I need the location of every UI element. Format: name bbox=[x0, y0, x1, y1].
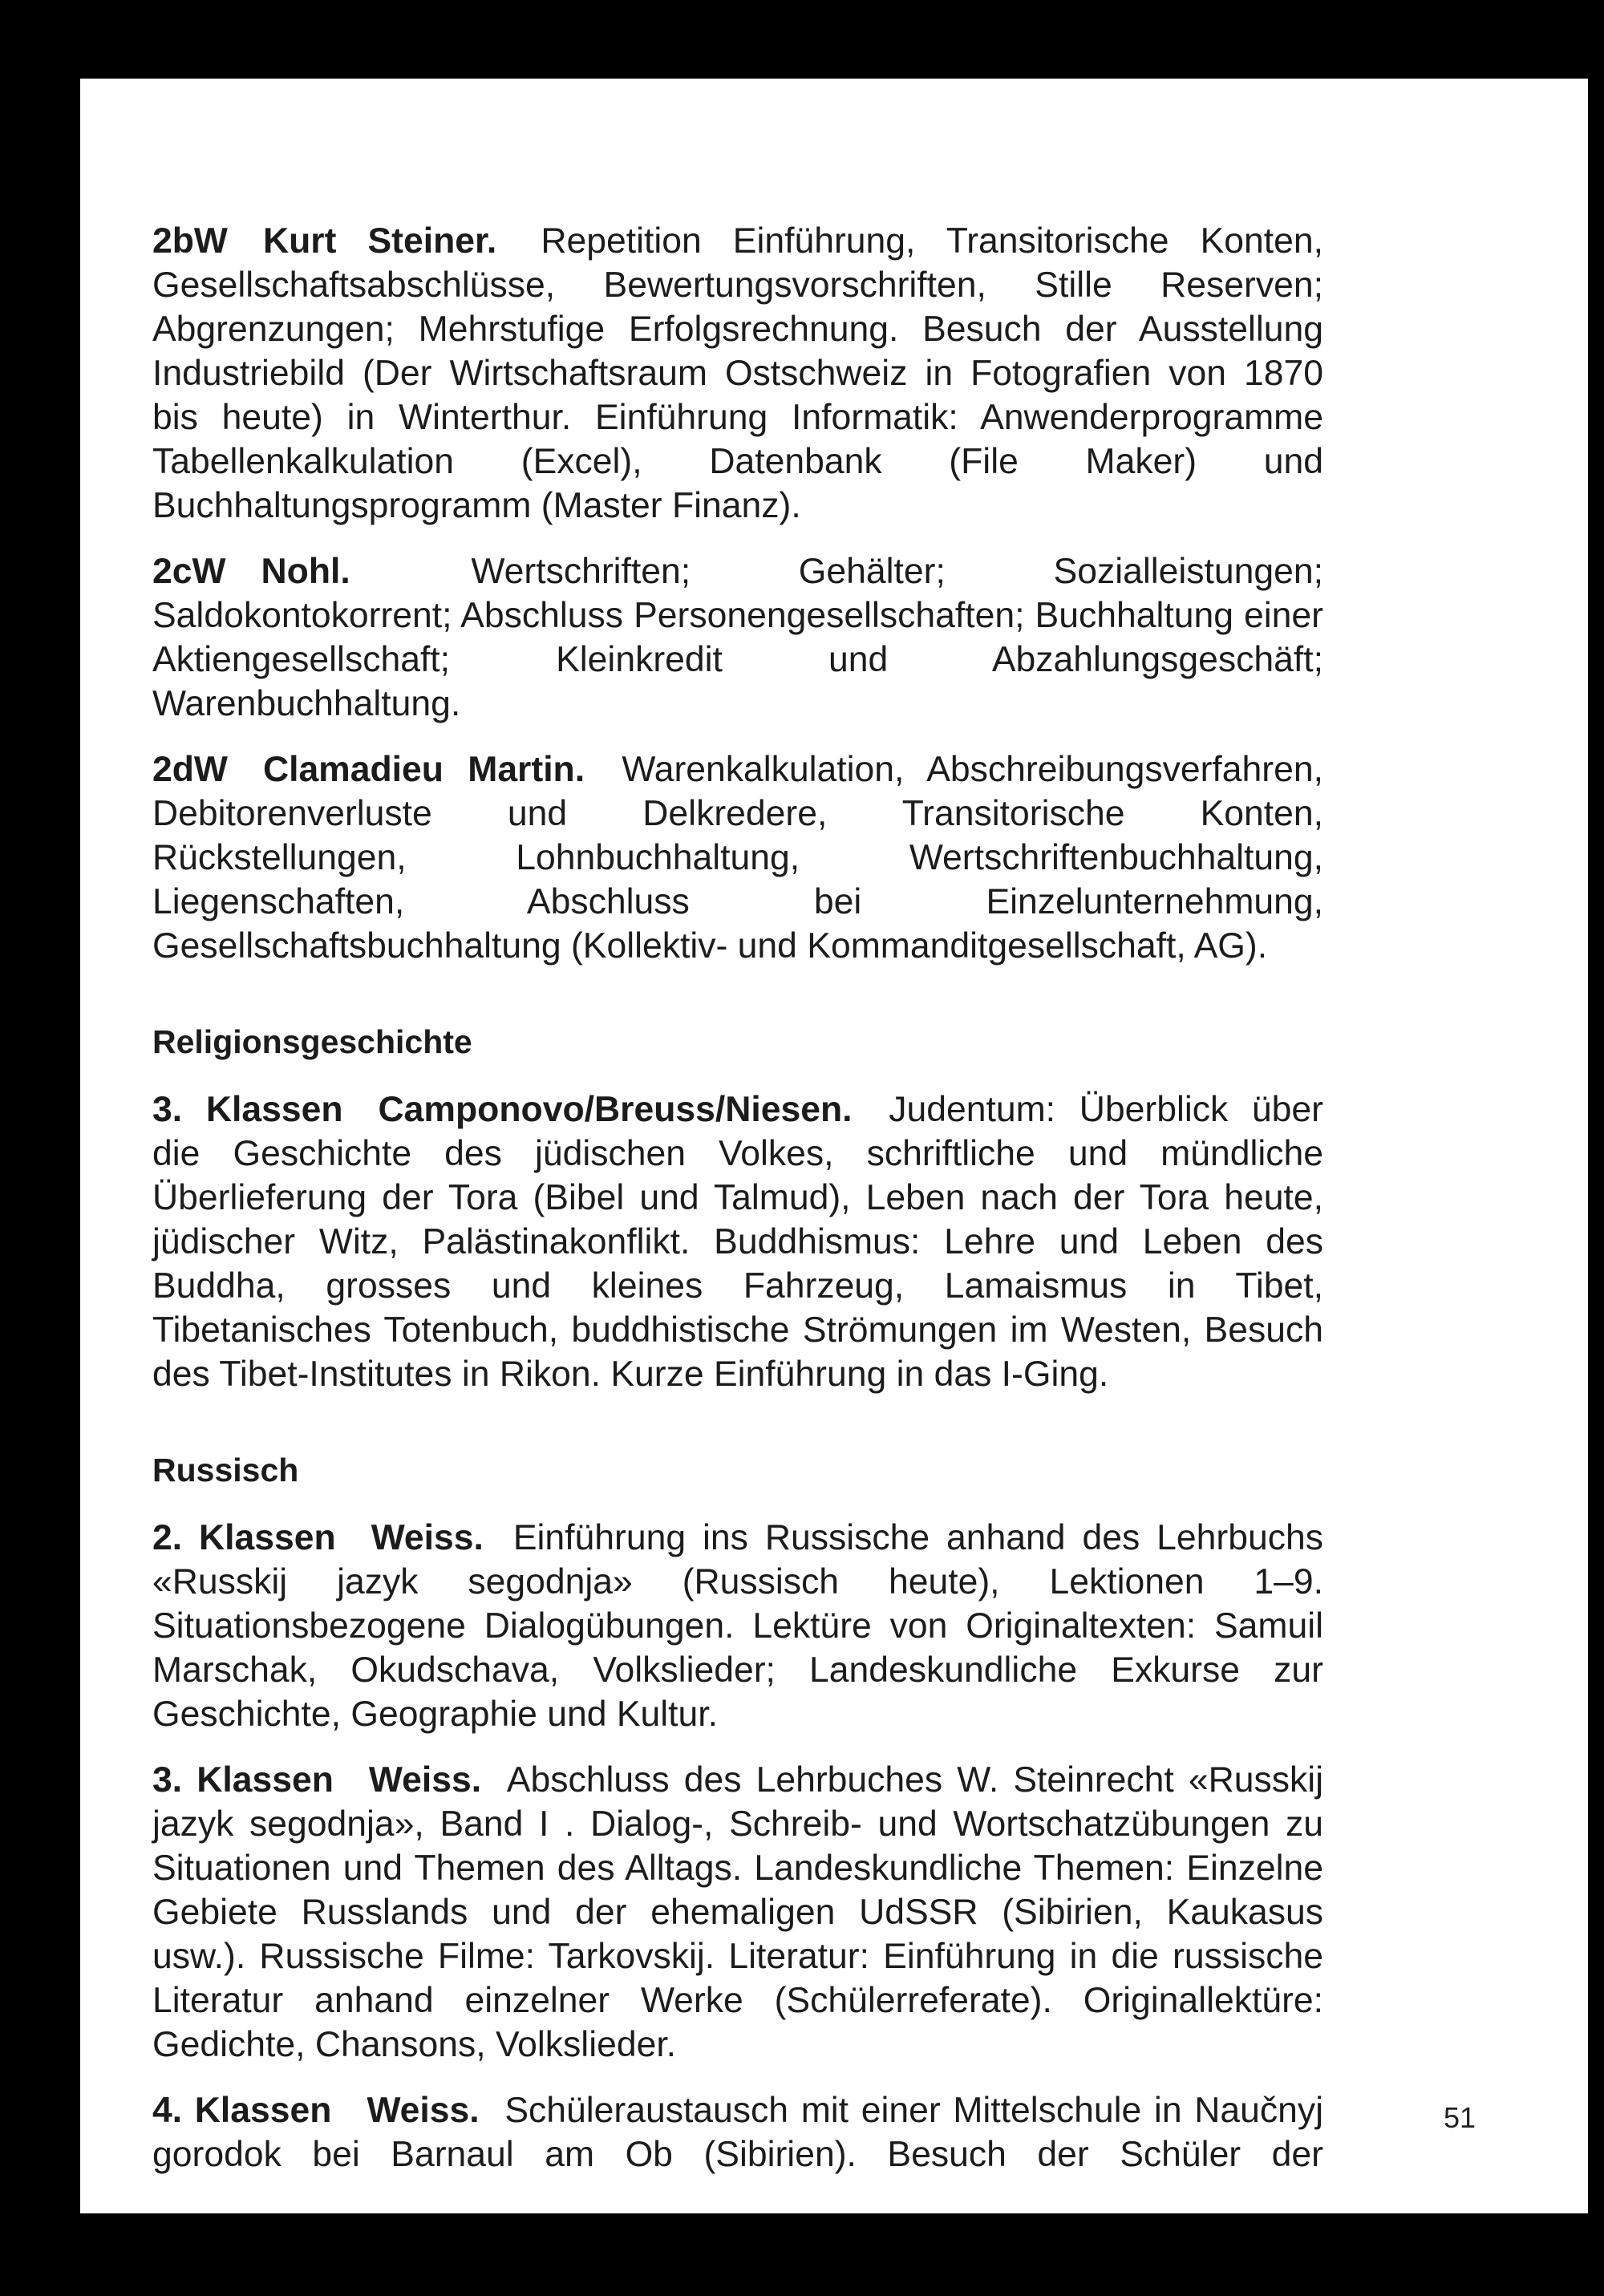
entry-class: 2. Klassen bbox=[152, 1518, 336, 1557]
entry-text: Warenkalkulation, Abschreibungsverfahren, Debitorenverluste und Delkredere, Transitorische Konten, Rückstellungen, Lohnbuchhaltung, Wertschriftenbuchhaltung, Liegenschaften, Abschluss bei Einzelunternehmung, Gesellschaftsbuchhaltung (Kollektiv- und Kommanditgesellschaft, AG). bbox=[152, 750, 1323, 966]
entry-text: Schüleraustausch mit einer Mittelschule in Naučnyj gorodok bei Barnaul am Ob (Sibirien). Besuch der Schüler der bbox=[152, 2091, 1324, 2174]
entry-teacher: Weiss. bbox=[368, 1760, 482, 1800]
entry-class: 4. Klassen bbox=[152, 2091, 332, 2130]
entry-text: Wertschriften; Gehälter; Sozialleistungen; Saldokontokorrent; Abschluss Personengesellschaften; Buchhaltung einer Aktiengesellschaft; Kleinkredit und Abzahlungsgeschäft; Warenbuchhaltung. bbox=[152, 552, 1323, 723]
entry-2bw bbox=[152, 219, 1323, 528]
entry-teacher: Weiss. bbox=[367, 2091, 480, 2130]
entry-2dw bbox=[152, 747, 1323, 968]
entry-text: Judentum: Überblick über die Geschichte des jüdischen Volkes, schriftliche und mündliche Überlieferung der Tora (Bibel und Talmud), Leben nach der Tora heute, jüdischer Witz, Palästinakonflikt. Buddhismus: Lehre und Leben des Buddha, grosses und kleines Fahrzeug, Lamaismus in Tibet, Tibetanisches Totenbuch, buddhistische Strömungen im Westen, Besuch des Tibet-Institutes in Rikon. Kurze Einführung in das I-Ging. bbox=[152, 1090, 1324, 1394]
entry-russisch-2-klassen bbox=[152, 1516, 1323, 1736]
entry-text: Repetition Einführung, Transitorische Konten, Gesellschaftsabschlüsse, Bewertungsvorschriften, Stille Reserven; Abgrenzungen; Mehrstufige Erfolgsrechnung. Besuch der Ausstellung Industriebild (Der Wirtschaftsraum Ostschweiz in Fotografien von 1870 bis heute) in Winterthur. Einführung Informatik: Anwenderprogramme Tabellenkalkulation (Excel), Datenbank (File Maker) und Buchhaltungsprogramm (Master Finanz). bbox=[152, 221, 1323, 525]
entry-class: 2cW bbox=[152, 552, 226, 591]
document-page bbox=[80, 79, 1588, 2213]
entry-russisch-3-klassen bbox=[152, 1758, 1323, 2067]
entry-text: Einführung ins Russische anhand des Lehrbuchs «Russkij jazyk segodnja» (Russisch heute), Lektionen 1–9. Situationsbezogene Dialogübungen. Lektüre von Originaltexten: Samuil Marschak, Okudschava, Volkslieder; Landeskundliche Exkurse zur Geschichte, Geographie und Kultur. bbox=[152, 1518, 1323, 1734]
entry-religion-3-klassen bbox=[152, 1087, 1323, 1396]
entry-class: 3. Klassen bbox=[152, 1760, 334, 1800]
entry-teacher: Nohl. bbox=[261, 552, 350, 591]
section-heading-religionsgeschichte: Religionsgeschichte bbox=[152, 1023, 472, 1060]
entry-2cw bbox=[152, 549, 1323, 726]
page-number: 51 bbox=[1443, 2101, 1476, 2134]
entry-russisch-4-klassen bbox=[152, 2088, 1323, 2177]
entry-teacher: Clamadieu Martin. bbox=[262, 750, 585, 789]
entry-teacher: Kurt Steiner. bbox=[262, 221, 497, 261]
entry-class: 2dW bbox=[152, 750, 228, 789]
entry-teacher: Camponovo/Breuss/Niesen. bbox=[378, 1090, 853, 1129]
page-content bbox=[152, 219, 1323, 2198]
entry-teacher: Weiss. bbox=[371, 1518, 484, 1557]
section-heading-russisch: Russisch bbox=[152, 1452, 299, 1488]
entry-class: 3. Klassen bbox=[152, 1090, 343, 1129]
entry-text: Abschluss des Lehrbuches W. Steinrecht «Russkij jazyk segodnja», Band I . Dialog-, Schreib- und Wortschatzübungen zu Situationen und Themen des Alltags. Landeskundliche Themen: Einzelne Gebiete Russlands und der ehemaligen UdSSR (Sibirien, Kaukasus usw.). Russische Filme: Tarkovskij. Literatur: Einführung in die russische Literatur anhand einzelner Werke (Schülerreferate). Originallektüre: Gedichte, Chansons, Volkslieder. bbox=[152, 1760, 1323, 2064]
entry-class: 2bW bbox=[152, 221, 228, 261]
